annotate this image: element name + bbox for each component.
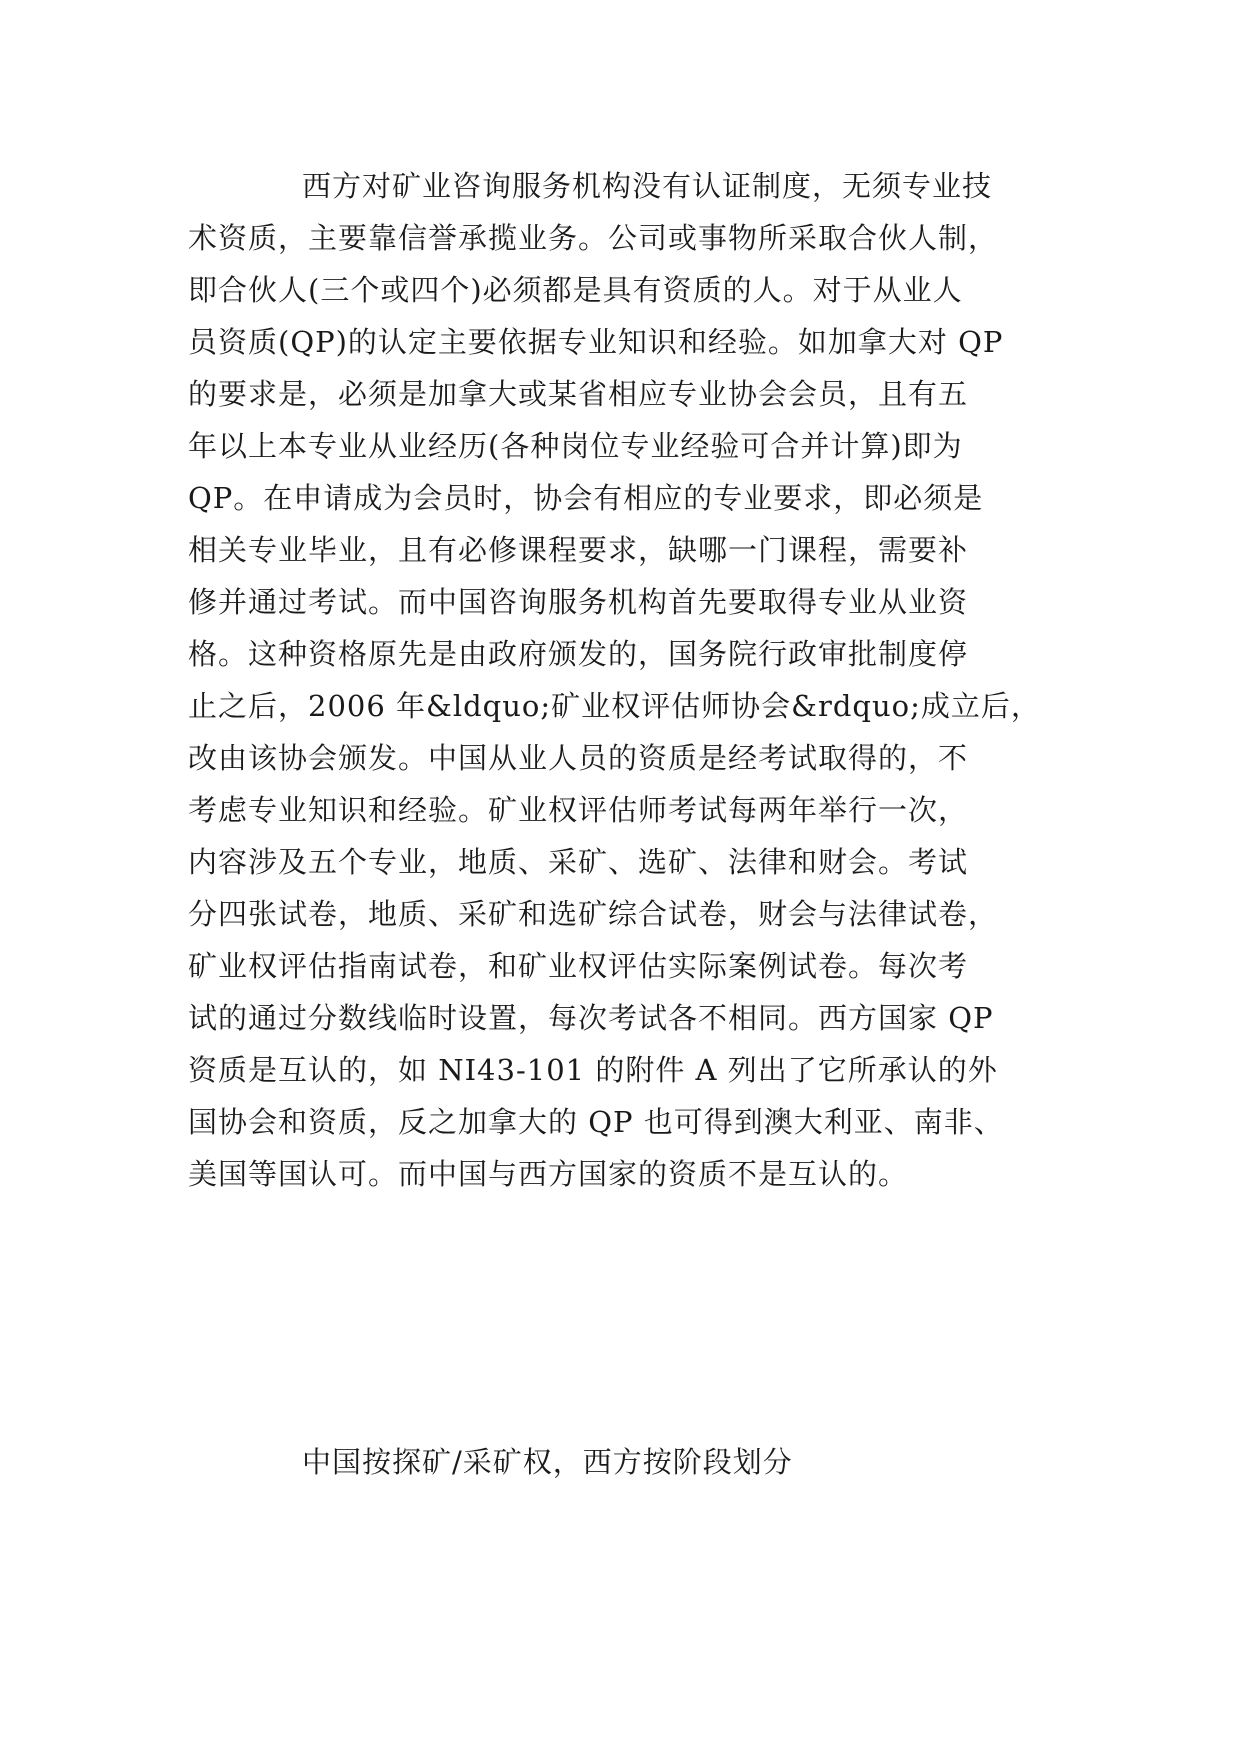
- paragraph-line: 分四张试卷，地质、采矿和选矿综合试卷，财会与法律试卷，: [188, 897, 999, 931]
- paragraph-line: 矿业权评估指南试卷，和矿业权评估实际案例试卷。每次考: [188, 949, 969, 983]
- paragraph-line: 员资质(QP)的认定主要依据专业知识和经验。如加拿大对 QP: [188, 325, 1004, 359]
- paragraph-line: QP。在申请成为会员时，协会有相应的专业要求，即必须是: [188, 481, 984, 515]
- paragraph-line: 西方对矿业咨询服务机构没有认证制度，无须专业技: [302, 169, 993, 203]
- paragraph-line: 资质是互认的，如 NI43-101 的附件 A 列出了它所承认的外: [188, 1053, 998, 1087]
- paragraph-line: 格。这种资格原先是由政府颁发的，国务院行政审批制度停: [188, 637, 969, 671]
- paragraph-line: 改由该协会颁发。中国从业人员的资质是经考试取得的，不: [188, 741, 969, 775]
- body-paragraph: [188, 160, 1088, 1200]
- paragraph-line: 即合伙人(三个或四个)必须都是具有资质的人。对于从业人: [188, 273, 963, 307]
- paragraph-line: 国协会和资质，反之加拿大的 QP 也可得到澳大利亚、南非、: [188, 1105, 1004, 1139]
- paragraph-line: 年以上本专业从业经历(各种岗位专业经验可合并计算)即为: [188, 429, 963, 463]
- paragraph-line: 内容涉及五个专业，地质、采矿、选矿、法律和财会。考试: [188, 845, 969, 879]
- paragraph-line: 相关专业毕业，且有必修课程要求，缺哪一门课程，需要补: [188, 533, 969, 567]
- paragraph-line: 考虑专业知识和经验。矿业权评估师考试每两年举行一次，: [188, 793, 969, 827]
- paragraph-line: 止之后，2006 年&ldquo;矿业权评估师协会&rdquo;成立后，: [188, 689, 1041, 723]
- paragraph-line: 术资质，主要靠信誉承揽业务。公司或事物所采取合伙人制，: [188, 221, 999, 255]
- section-heading: 中国按探矿/采矿权，西方按阶段划分: [302, 1445, 793, 1479]
- paragraph-line: 修并通过考试。而中国咨询服务机构首先要取得专业从业资: [188, 585, 969, 619]
- paragraph-line: 的要求是，必须是加拿大或某省相应专业协会会员，且有五: [188, 377, 969, 411]
- paragraph-line: 试的通过分数线临时设置，每次考试各不相同。西方国家 QP: [188, 1001, 994, 1035]
- paragraph-line: 美国等国认可。而中国与西方国家的资质不是互认的。: [188, 1157, 909, 1191]
